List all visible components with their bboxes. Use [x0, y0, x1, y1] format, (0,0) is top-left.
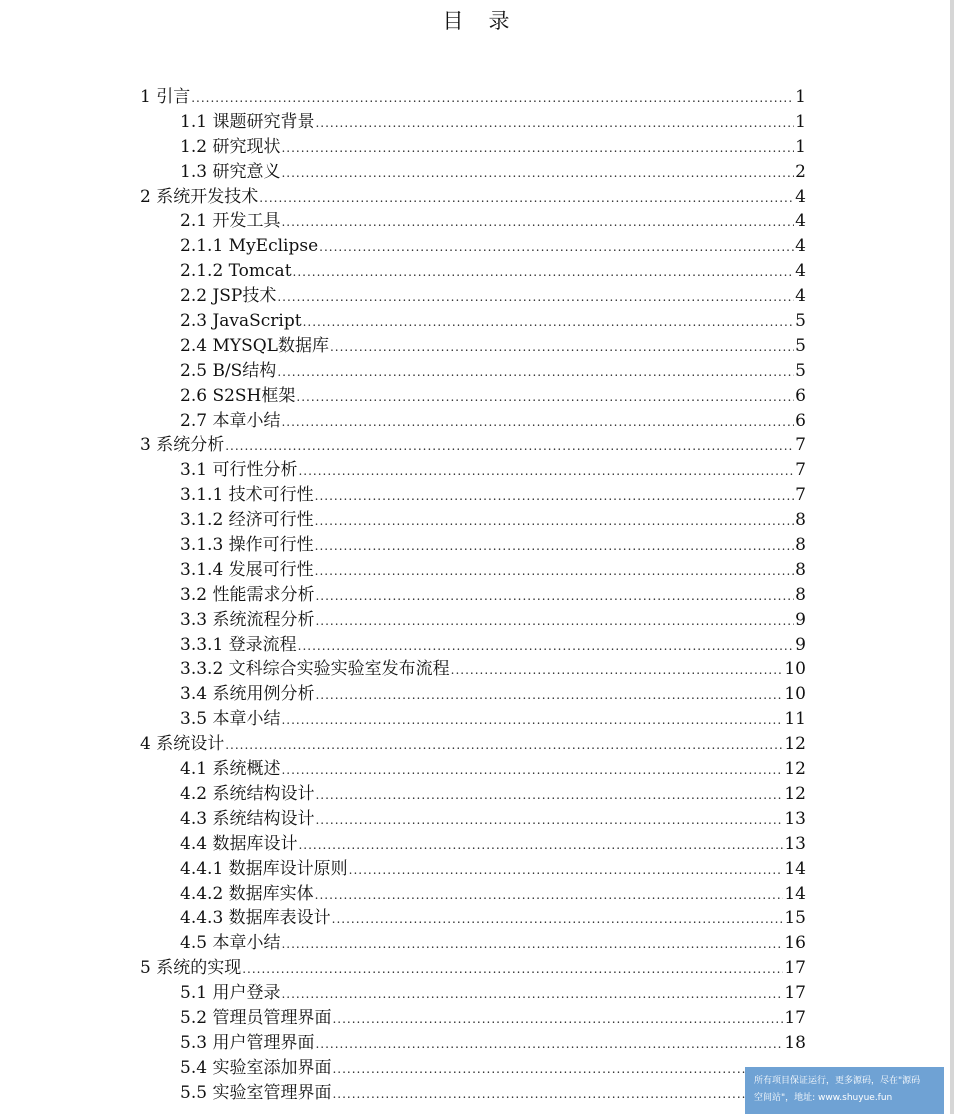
toc-entry-page: 8 — [795, 510, 806, 531]
toc-entry-label: 2.1 开发工具 — [180, 211, 281, 232]
toc-dot-leader — [349, 858, 784, 883]
toc-dot-leader — [330, 335, 794, 360]
toc-entry-label: 3.3.1 登录流程 — [180, 634, 297, 655]
toc-dot-leader — [315, 509, 795, 534]
toc-entry[interactable] — [140, 433, 806, 458]
toc-dot-leader — [298, 833, 783, 858]
toc-entry[interactable] — [140, 707, 806, 732]
toc-entry-label: 1.1 课题研究背景 — [180, 111, 315, 132]
toc-entry[interactable] — [140, 334, 806, 359]
toc-entry[interactable] — [140, 384, 806, 409]
toc-entry-label: 2.2 JSP技术 — [180, 286, 277, 307]
toc-entry[interactable] — [140, 558, 806, 583]
toc-entry-page: 4 — [795, 261, 806, 282]
toc-entry-label: 3.3 系统流程分析 — [180, 609, 315, 630]
toc-entry-label: 5 系统的实现 — [140, 958, 242, 979]
toc-entry-page: 6 — [795, 385, 806, 406]
toc-entry-page: 12 — [784, 734, 806, 755]
toc-dot-leader — [315, 559, 795, 584]
toc-entry-page: 8 — [795, 584, 806, 605]
toc-entry-label: 3.1.1 技术可行性 — [180, 485, 314, 506]
toc-entry[interactable] — [140, 807, 806, 832]
toc-dot-leader — [332, 907, 784, 932]
toc-entry-page: 1 — [795, 87, 806, 107]
toc-entry-label: 3.2 性能需求分析 — [180, 584, 315, 605]
toc-entry-page: 4 — [795, 236, 806, 257]
toc-entry[interactable] — [140, 185, 806, 210]
toc-entry-label: 4.3 系统结构设计 — [180, 808, 315, 829]
toc-entry[interactable] — [140, 160, 806, 185]
toc-entry[interactable] — [140, 732, 806, 757]
toc-entry-page: 9 — [795, 609, 806, 630]
toc-dot-leader — [315, 683, 783, 708]
toc-dot-leader — [315, 484, 795, 509]
toc-dot-leader — [281, 982, 783, 1007]
toc-dot-leader — [281, 758, 783, 783]
toc-entry-label: 1 引言 — [140, 87, 191, 107]
toc-entry[interactable] — [140, 633, 806, 658]
toc-entry-label: 5.4 实验室添加界面 — [180, 1057, 332, 1078]
toc-dot-leader — [315, 883, 784, 908]
toc-entry-label: 5.3 用户管理界面 — [180, 1032, 315, 1053]
toc-entry[interactable] — [140, 857, 806, 882]
toc-entry[interactable] — [140, 409, 806, 434]
toc-dot-leader — [281, 136, 794, 161]
toc-entry-page: 14 — [784, 858, 806, 879]
toc-entry[interactable] — [140, 259, 806, 284]
source-notice-banner — [745, 1067, 944, 1114]
toc-dot-leader — [281, 708, 783, 733]
source-notice-line2: 空间站"，地址: www.shuyue.fun — [754, 1093, 893, 1103]
toc-entry-label: 2.5 B/S结构 — [180, 360, 277, 381]
toc-entry[interactable] — [140, 782, 806, 807]
toc-entry-page: 15 — [784, 908, 806, 929]
toc-entry[interactable] — [140, 309, 806, 334]
toc-dot-leader — [315, 584, 794, 609]
toc-entry-page: 9 — [795, 634, 806, 655]
toc-entry-page: 12 — [784, 783, 806, 804]
toc-entry-label: 3.1 可行性分析 — [180, 460, 298, 481]
toc-entry-page: 8 — [795, 559, 806, 580]
toc-entry[interactable] — [140, 931, 806, 956]
toc-entry-label: 3.1.2 经济可行性 — [180, 510, 314, 531]
toc-dot-leader — [293, 260, 795, 285]
toc-dot-leader — [332, 1057, 796, 1082]
toc-entry[interactable] — [140, 657, 806, 682]
toc-dot-leader — [315, 808, 783, 833]
toc-entry-label: 4.4.1 数据库设计原则 — [180, 858, 348, 879]
toc-entry[interactable] — [140, 533, 806, 558]
toc-dot-leader — [259, 186, 794, 211]
toc-entry[interactable] — [140, 583, 806, 608]
toc-entry-page: 5 — [795, 335, 806, 356]
toc-entry[interactable] — [140, 906, 806, 931]
toc-entry-label: 1.3 研究意义 — [180, 161, 281, 182]
toc-dot-leader — [451, 658, 784, 683]
toc-entry-page: 8 — [795, 535, 806, 556]
toc-entry-page: 17 — [784, 983, 806, 1004]
toc-entry-page: 12 — [784, 759, 806, 780]
toc-entry-label: 2.1.2 Tomcat — [180, 261, 292, 282]
source-notice-line1: 所有项目保证运行，更多源码，尽在"源码 — [754, 1076, 921, 1086]
toc-dot-leader — [242, 957, 783, 982]
toc-entry-label: 2.4 MYSQL数据库 — [180, 335, 329, 356]
toc-entry[interactable] — [140, 85, 806, 110]
toc-entry[interactable] — [140, 1031, 806, 1056]
toc-dot-leader — [281, 161, 794, 186]
toc-entry-page: 17 — [784, 958, 806, 979]
toc-dot-leader — [315, 534, 795, 559]
toc-dot-leader — [225, 733, 783, 758]
toc-dot-leader — [315, 783, 783, 808]
toc-entry[interactable] — [140, 483, 806, 508]
toc-dot-leader — [281, 932, 783, 957]
toc-entry-label: 4.4.3 数据库表设计 — [180, 908, 331, 929]
toc-entry-label: 2.1.1 MyEclipse — [180, 236, 319, 257]
toc-entry-page: 7 — [795, 460, 806, 481]
toc-entry[interactable] — [140, 284, 806, 309]
toc-entry[interactable] — [140, 508, 806, 533]
toc-entry-label: 4.4.2 数据库实体 — [180, 883, 314, 904]
toc-entry-label: 3 系统分析 — [140, 435, 225, 456]
toc-dot-leader — [315, 609, 794, 634]
toc-entry-page: 11 — [784, 709, 806, 730]
toc-entry-label: 2.7 本章小结 — [180, 410, 281, 431]
toc-entry-label: 5.5 实验室管理界面 — [180, 1082, 332, 1103]
toc-entry-page: 1 — [795, 136, 806, 157]
toc-entry-label: 1.2 研究现状 — [180, 136, 281, 157]
toc-dot-leader — [191, 86, 794, 111]
toc-entry[interactable] — [140, 882, 806, 907]
toc-entry-label: 5.2 管理员管理界面 — [180, 1007, 332, 1028]
toc-dot-leader — [315, 1032, 783, 1057]
toc-entry[interactable] — [140, 1056, 806, 1081]
toc-entry-page: 1 — [795, 111, 806, 132]
toc-entry-label: 4.5 本章小结 — [180, 933, 281, 954]
toc-entry[interactable] — [140, 359, 806, 384]
toc-entry[interactable] — [140, 956, 806, 981]
toc-dot-leader — [332, 1007, 783, 1032]
toc-entry-label: 5.1 用户登录 — [180, 983, 281, 1004]
toc-list — [140, 85, 806, 1106]
toc-entry-page: 17 — [784, 1007, 806, 1028]
toc-entry-label: 2.3 JavaScript — [180, 311, 302, 332]
toc-entry-label: 4 系统设计 — [140, 734, 225, 755]
toc-dot-leader — [315, 111, 794, 136]
toc-entry[interactable] — [140, 682, 806, 707]
toc-entry-label: 4.1 系统概述 — [180, 759, 281, 780]
toc-dot-leader — [281, 410, 794, 435]
toc-entry-page: 13 — [784, 833, 806, 854]
toc-entry[interactable] — [140, 458, 806, 483]
toc-entry-label: 3.1.4 发展可行性 — [180, 559, 314, 580]
toc-dot-leader — [298, 459, 794, 484]
toc-entry-page: 6 — [795, 410, 806, 431]
toc-dot-leader — [319, 235, 794, 260]
toc-entry-label: 3.5 本章小结 — [180, 709, 281, 730]
toc-dot-leader — [277, 285, 794, 310]
toc-entry[interactable] — [140, 209, 806, 234]
toc-title: 目 录 — [442, 9, 512, 33]
toc-dot-leader — [277, 360, 794, 385]
toc-entry-page: 16 — [784, 933, 806, 954]
toc-entry-label: 2.6 S2SH框架 — [180, 385, 296, 406]
page-edge — [950, 0, 954, 1114]
toc-entry-page: 4 — [795, 186, 806, 207]
toc-entry-page: 4 — [795, 211, 806, 232]
toc-dot-leader — [296, 385, 794, 410]
toc-entry-page: 14 — [784, 883, 806, 904]
toc-entry[interactable] — [140, 110, 806, 135]
toc-entry-page: 13 — [784, 808, 806, 829]
toc-entry-label: 3.4 系统用例分析 — [180, 684, 315, 705]
toc-entry-label: 2 系统开发技术 — [140, 186, 259, 207]
toc-entry-page: 10 — [784, 659, 806, 680]
toc-entry-page: 18 — [784, 1032, 806, 1053]
toc-entry[interactable] — [140, 981, 806, 1006]
toc-dot-leader — [225, 434, 794, 459]
toc-entry-page: 4 — [795, 286, 806, 307]
toc-entry[interactable] — [140, 1081, 806, 1106]
toc-entry-page: 10 — [784, 684, 806, 705]
toc-entry-page: 7 — [795, 485, 806, 506]
toc-entry-page: 5 — [795, 311, 806, 332]
toc-entry-label: 4.2 系统结构设计 — [180, 783, 315, 804]
toc-dot-leader — [281, 210, 794, 235]
toc-entry-page: 2 — [795, 161, 806, 182]
toc-entry[interactable] — [140, 135, 806, 160]
toc-dot-leader — [303, 310, 795, 335]
toc-entry[interactable] — [140, 608, 806, 633]
toc-dot-leader — [298, 634, 795, 659]
toc-dot-leader — [332, 1082, 796, 1107]
toc-entry[interactable] — [140, 832, 806, 857]
toc-entry-label: 4.4 数据库设计 — [180, 833, 298, 854]
toc-entry[interactable] — [140, 757, 806, 782]
toc-entry-page: 5 — [795, 360, 806, 381]
toc-entry-page: 7 — [795, 435, 806, 456]
toc-entry-label: 3.3.2 文科综合实验实验室发布流程 — [180, 659, 450, 680]
toc-entry-label: 3.1.3 操作可行性 — [180, 535, 314, 556]
toc-entry[interactable] — [140, 234, 806, 259]
toc-entry[interactable] — [140, 1006, 806, 1031]
